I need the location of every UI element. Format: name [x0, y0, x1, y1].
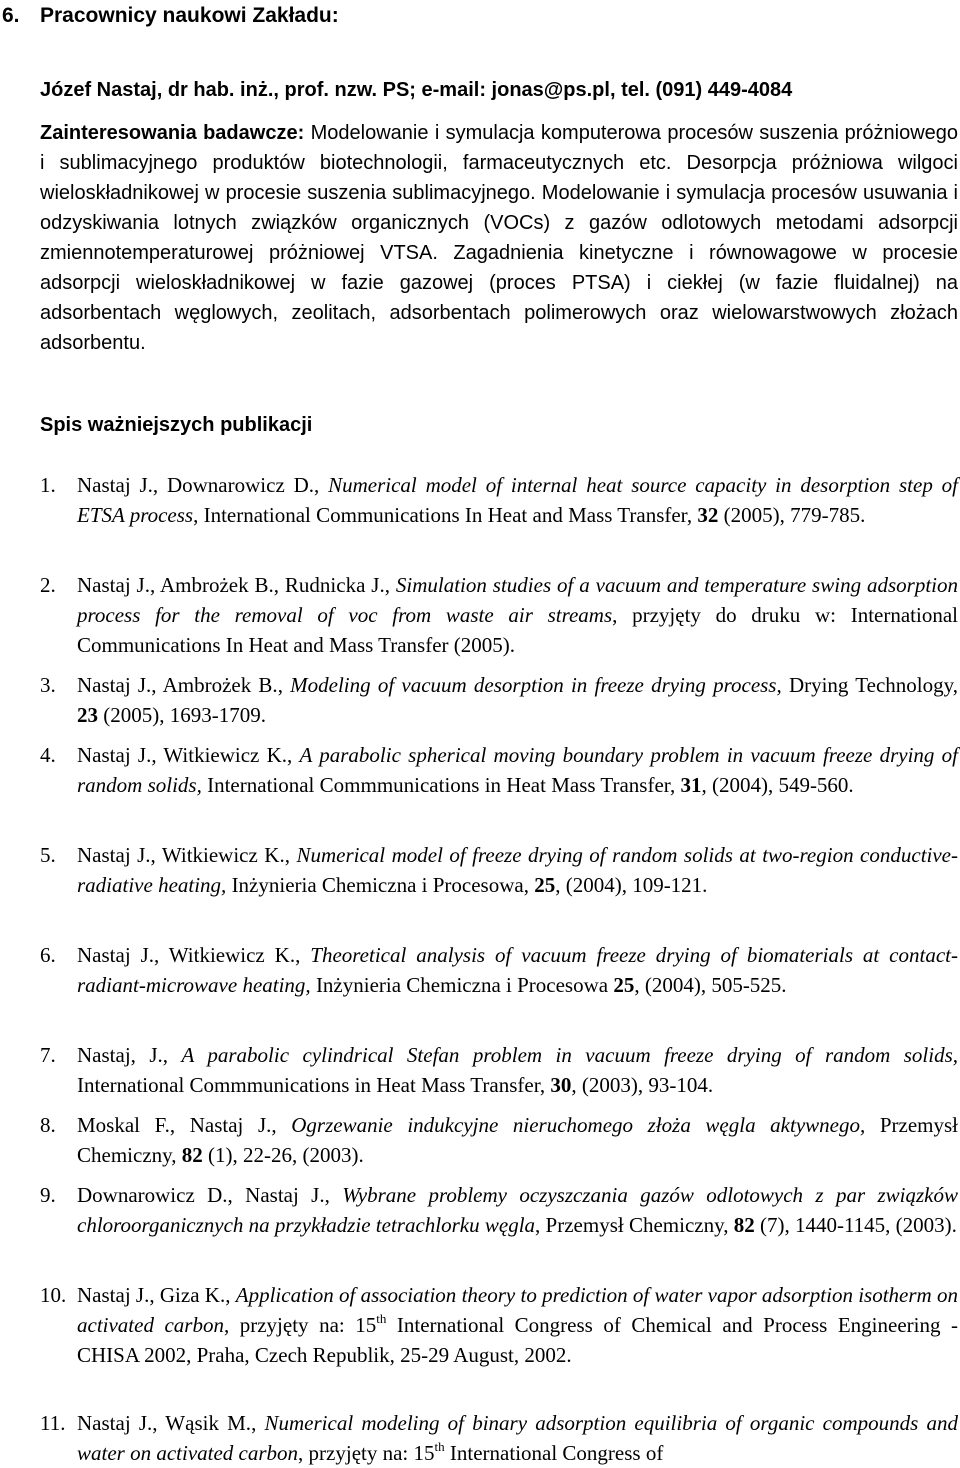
- publication-item: [40, 940, 958, 1000]
- publication-authors: Moskal F., Nastaj J.: [77, 1113, 272, 1137]
- publication-separator: ,: [384, 573, 396, 597]
- publication-authors: Nastaj J., Ambrożek B., Rudnicka J.: [77, 573, 385, 597]
- publication-separator: ,: [295, 943, 311, 967]
- publication-title: Application of association theory to prediction of water vapor adsorption isotherm on activated carbon: [77, 1283, 958, 1337]
- publication-item: [40, 1408, 958, 1468]
- publication-title: Theoretical analysis of vacuum freeze drying of biomaterials at contact-radiant-microwave heating,: [77, 943, 958, 997]
- publication-pages: (2005), 1693-1709.: [98, 703, 266, 727]
- publication-item: [40, 1110, 958, 1170]
- publication-separator: ,: [162, 1043, 182, 1067]
- section-title-text: Pracownicy naukowi Zakładu:: [40, 4, 339, 27]
- publication-source: Inżynieria Chemiczna i Procesowa: [310, 973, 614, 997]
- publication-title: Ogrzewanie indukcyjne nieruchomego złoża węgla aktywnego,: [291, 1113, 866, 1137]
- publication-pages: (7), 1440-1145, (2003).: [754, 1213, 957, 1237]
- publication-authors: Nastaj J., Wąsik M.: [77, 1411, 252, 1435]
- publication-volume: 25: [534, 873, 556, 897]
- publication-source: International Commmunications in Heat Mass Transfer,: [201, 773, 681, 797]
- publication-pages: , (2004), 549-560.: [701, 773, 854, 797]
- publication-item: [40, 840, 958, 900]
- research-interests-text-2: Zagadnienia kinetyczne i równowagowe w procesie adsorpcji wieloskładnikowej w fazie gazowej (proces PTSA) i ciekłej (w fazie fluidalnej) na adsorbentach węglowych, zeolitach, adsorbentach polimerowych oraz wielowarstwowych złożach adsorbentu.: [40, 242, 958, 354]
- publication-number: 1.: [40, 473, 56, 497]
- publication-authors: Nastaj J., Witkiewicz K.: [77, 843, 285, 867]
- publication-authors: Nastaj J., Witkiewicz K.: [77, 943, 296, 967]
- contact-line: Józef Nastaj, dr hab. inż., prof. nzw. PS; e-mail: jonas@ps.pl, tel. (091) 449-4084: [40, 79, 793, 101]
- publication-authors: Nastaj J., Downarowicz D.: [77, 473, 315, 497]
- publication-source: , International Communications In Heat and Mass Transfer,: [193, 503, 698, 527]
- research-interests: [40, 118, 958, 358]
- publication-item: [40, 570, 958, 660]
- publication-source: , przyjęty do druku w: International Communications In Heat and Mass Transfer (2005).: [77, 603, 958, 657]
- publication-volume: 23: [77, 703, 98, 727]
- publication-venue: International Congress of Chemical and Process Engineering - CHISA 2002, Praha, Czech Republik, 25-29 August, 2002.: [77, 1313, 958, 1367]
- publication-separator: ,: [287, 743, 300, 767]
- publication-separator: ,: [324, 1183, 343, 1207]
- publication-volume: 25: [613, 973, 635, 997]
- publication-item: [40, 1280, 958, 1370]
- publication-separator: ,: [251, 1411, 265, 1435]
- publication-item: [40, 670, 958, 730]
- research-interests-text-1: Modelowanie i symulacja komputerowa procesów suszenia próżniowego i sublimacyjnego produktów biotechnologii, farmaceutycznych etc. Desorpcja próżniowa wilgoci wieloskładnikowej w procesie suszenia sublimacyjnego. Modelowanie i symulacja procesów usuwania i odzyskiwania lotnych związków organicznych (VOCs) z gazów odlotowych metodami adsorpcji zmiennotemperaturowej próżniowej VTSA.: [40, 122, 958, 264]
- publication-source: , przyjęty na: 15: [298, 1441, 435, 1465]
- publication-pages: , (2003), 93-104.: [571, 1073, 714, 1097]
- publication-source: Przemysł Chemiczny,: [77, 1113, 959, 1167]
- publication-superscript: th: [434, 1439, 445, 1454]
- publications-heading: Spis ważniejszych publikacji: [40, 414, 313, 436]
- publication-authors: Nastaj, J.: [77, 1043, 163, 1067]
- publication-number: 3.: [40, 673, 56, 697]
- publication-separator: ,: [277, 673, 291, 697]
- publication-source: Drying Technology,: [781, 673, 958, 697]
- publication-pages: , (2004), 109-121.: [555, 873, 708, 897]
- publication-title: Numerical model of internal heat source capacity in desorption step of ETSA process: [77, 473, 958, 527]
- publication-separator: ,: [314, 473, 329, 497]
- publication-item: [40, 1180, 958, 1240]
- publication-number: 8.: [40, 1113, 56, 1137]
- publication-pages: (1), 22-26, (2003).: [202, 1143, 364, 1167]
- publication-venue: International Congress of: [444, 1441, 664, 1465]
- publication-volume: 32: [697, 503, 719, 527]
- publication-item: [40, 1040, 958, 1100]
- publication-pages: , (2004), 505-525.: [634, 973, 787, 997]
- publication-source: , przyjęty na: 15: [223, 1313, 377, 1337]
- publication-number: 5.: [40, 843, 56, 867]
- publication-volume: 82: [181, 1143, 203, 1167]
- publication-volume: 31: [680, 773, 702, 797]
- publication-source: International Commmunications in Heat Mass Transfer,: [77, 1073, 551, 1097]
- publication-title: Numerical model of freeze drying of random solids at two-region conductive-radiative heating,: [77, 843, 959, 897]
- publication-number: 11.: [40, 1411, 66, 1435]
- section-number: 6.: [2, 4, 20, 27]
- publication-number: 10.: [40, 1283, 67, 1307]
- publication-title: Simulation studies of a vacuum and temperature swing adsorption process for the removal of voc from waste air streams: [77, 573, 958, 627]
- publication-title: Modeling of vacuum desorption in freeze drying process,: [290, 673, 782, 697]
- publication-volume: 30: [550, 1073, 572, 1097]
- publication-superscript: th: [376, 1311, 387, 1326]
- publication-pages: (2005), 779-785.: [718, 503, 866, 527]
- publication-authors: Downarowicz D., Nastaj J.: [77, 1183, 325, 1207]
- publication-separator: ,: [271, 1113, 292, 1137]
- publication-authors: Nastaj J., Giza K.: [77, 1283, 226, 1307]
- publication-separator: ,: [225, 1283, 236, 1307]
- publication-volume: 82: [733, 1213, 755, 1237]
- publication-number: 2.: [40, 573, 56, 597]
- publication-source: Inżynieria Chemiczna i Procesowa,: [226, 873, 535, 897]
- publication-number: 6.: [40, 943, 56, 967]
- publication-title: Wybrane problemy oczyszczania gazów odlotowych z par związków chloroorganicznych na przykładzie tetrachlorku węgla: [77, 1183, 958, 1237]
- publication-authors: Nastaj J., Witkiewicz K.: [77, 743, 288, 767]
- publication-title: A parabolic cylindrical Stefan problem in vacuum freeze drying of random solids,: [181, 1043, 958, 1067]
- publication-source: , Przemysł Chemiczny,: [535, 1213, 734, 1237]
- publication-title: A parabolic spherical moving boundary problem in vacuum freeze drying of random solids,: [77, 743, 958, 797]
- publication-authors: Nastaj J., Ambrożek B.: [77, 673, 278, 697]
- research-interests-label: Zainteresowania badawcze:: [40, 122, 305, 144]
- publication-item: [40, 740, 958, 800]
- publication-number: 7.: [40, 1043, 56, 1067]
- publication-separator: ,: [284, 843, 297, 867]
- publication-number: 9.: [40, 1183, 56, 1207]
- section-title: [0, 4, 339, 28]
- publication-item: [40, 470, 958, 530]
- publication-number: 4.: [40, 743, 56, 767]
- publication-title: Numerical modeling of binary adsorption equilibria of organic compounds and water on activated carbon: [77, 1411, 959, 1465]
